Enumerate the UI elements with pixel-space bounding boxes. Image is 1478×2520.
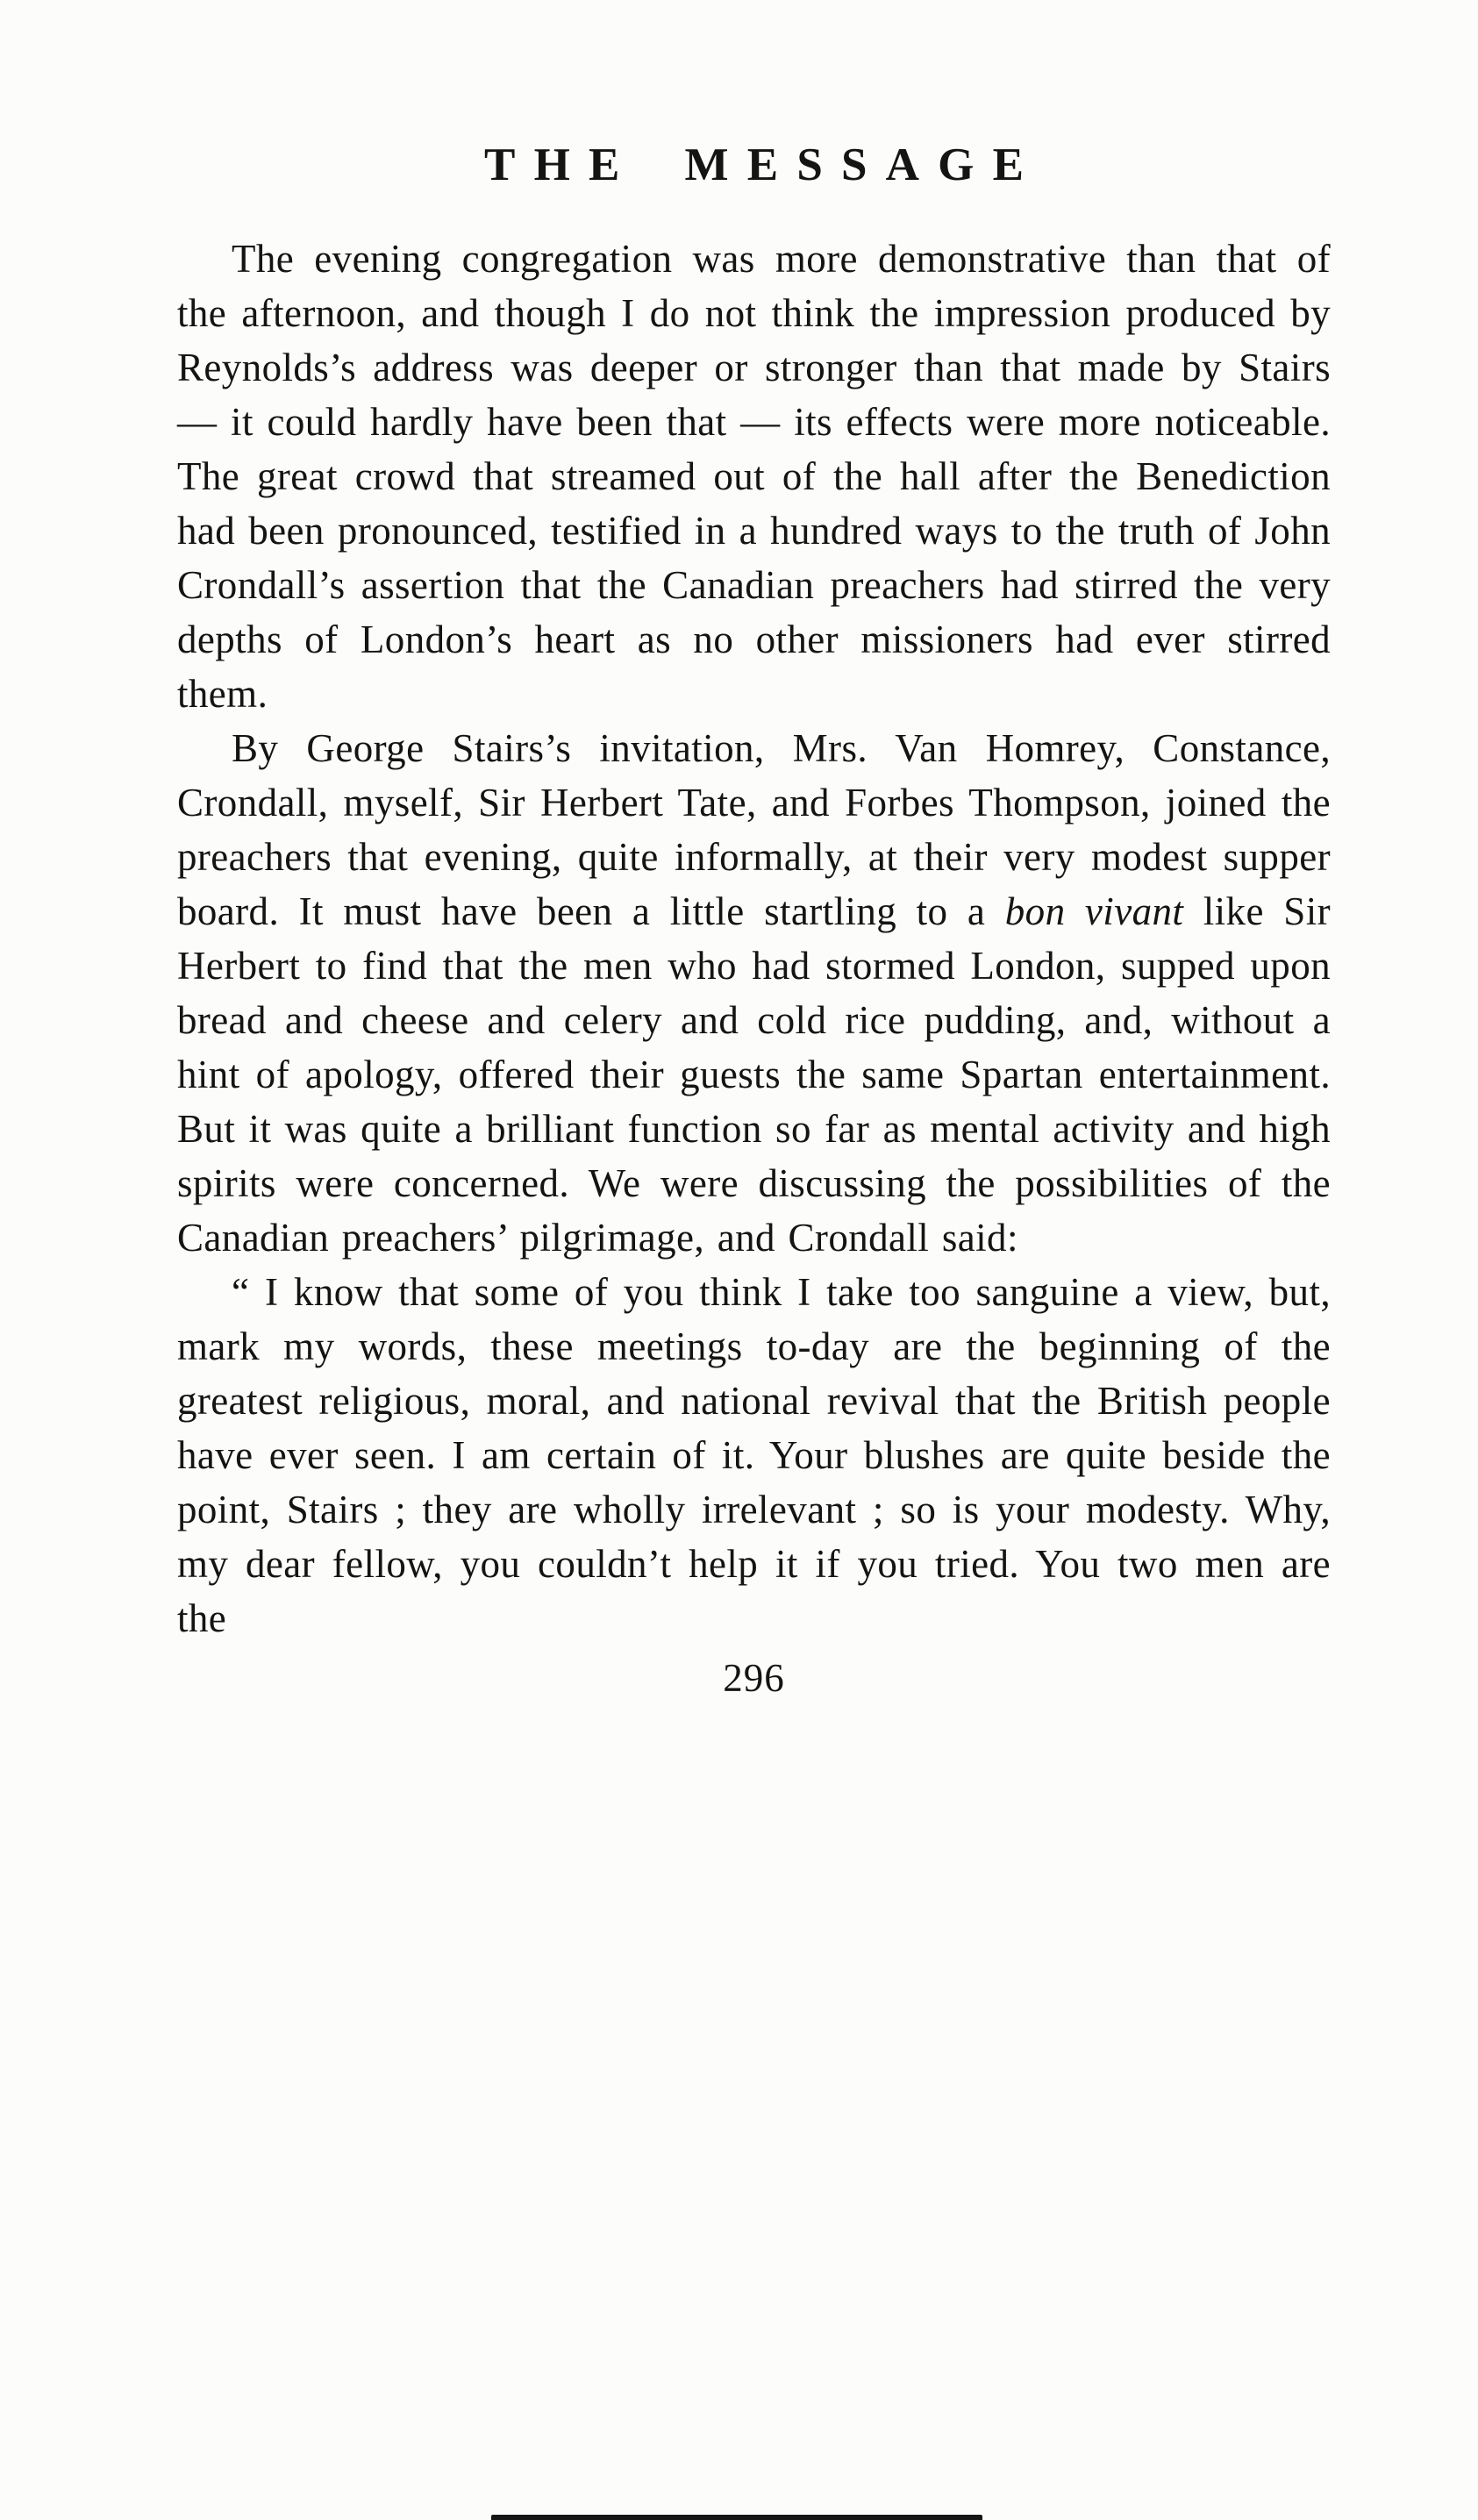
paragraph bbox=[177, 232, 1331, 721]
paragraph bbox=[177, 721, 1331, 1265]
text-segment: “ I know that some of you think I take too sanguine a view, but, mark my words, these meetings to-day are the beginning of the greatest religious, moral, and national revival that the British people have ever seen. I am certain of it. Your blushes are quite beside the point, Stairs ; they are wholly irrelevant ; so is your modesty. Why, my dear fellow, you couldn’t help it if you tried. You two men are the bbox=[177, 1270, 1331, 1640]
body-text bbox=[177, 232, 1331, 1645]
italic-text-segment: bon vivant bbox=[1004, 889, 1184, 933]
text-segment: like Sir Herbert to find that the men who had stormed London, supped upon bread and cheese and celery and cold rice pudding, and, without a hint of apology, offered their guests the same Spartan entertainment. But it was quite a brilliant function so far as mental activity and high spirits were concerned. We were discussing the possibilities of the Canadian preachers’ pilgrimage, and Crondall said: bbox=[177, 889, 1332, 1260]
text-segment: By George Stairs’s invitation, Mrs. Van Homrey, Constance, Crondall, myself, Sir Herbert Tate, and Forbes Thompson, joined the preachers that evening, quite informally, at their very modest supper board. It must have been a little startling to a bbox=[177, 726, 1331, 933]
text-segment: The evening congregation was more demonstrative than that of the afternoon, and though I do not think the impression produced by Reynolds’s address was deeper or stronger than that made by Stairs — it could hardly have been that — its effects were more noticeable. The great crowd that streamed out of the hall after the Benediction had been pronounced, testified in a hundred ways to the truth of John Crondall’s assertion that the Canadian preachers had stirred the very depths of London’s heart as no other missioners had ever stirred them. bbox=[177, 237, 1331, 716]
scan-edge-artifact bbox=[491, 2515, 982, 2520]
page-number: 296 bbox=[723, 1656, 785, 1700]
paragraph bbox=[177, 1265, 1331, 1645]
page-title: THE MESSAGE bbox=[484, 139, 1043, 190]
